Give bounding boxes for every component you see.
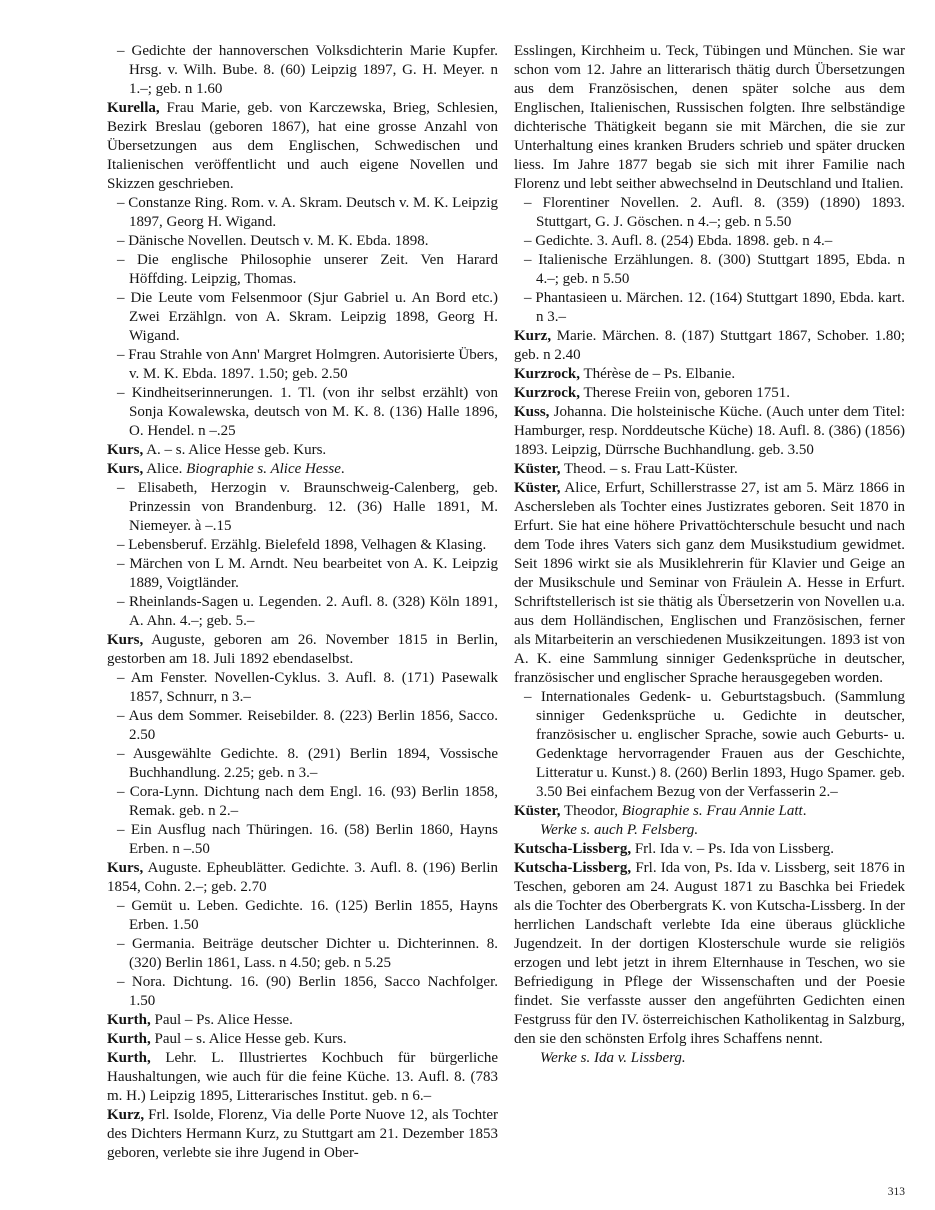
paragraph-item bbox=[107, 783, 498, 821]
entry-headword: Kurs, bbox=[107, 860, 144, 876]
column-left bbox=[107, 42, 498, 1163]
entry-headword: Küster, bbox=[514, 480, 561, 496]
text-run: – Internationales Gedenk- u. Geburtstagsbuch. (Sammlung sinniger Gedenksprüche u. Gedichte in deutscher, französischer u. englischer Sprache, sowie auch Geburts- u. Gedenktage hervorragender Frauen aus der Geschichte, Litteratur u. Kunst.) 8. (260) Berlin 1893, Hugo Spamer. geb. 3.50 Bei einfachem Bezug von der Verfasserin 2.– bbox=[524, 689, 905, 800]
text-run: – Am Fenster. Novellen-Cyklus. 3. Aufl. 8. (171) Pasewalk 1857, Schnurr, n 3.– bbox=[117, 670, 498, 705]
text-run: Auguste, geboren am 26. November 1815 in Berlin, gestorben am 18. Juli 1892 ebendaselbst. bbox=[107, 632, 498, 667]
text-run: Frl. Isolde, Florenz, Via delle Porte Nuove 12, als Tochter des Dichters Hermann Kurz, zu Stuttgart am 21. Dezember 1853 geboren, verlebte sie ihre Jugend in Ober- bbox=[107, 1107, 498, 1161]
text-run: A. – s. Alice Hesse geb. Kurs. bbox=[143, 442, 327, 458]
text-run: – Dänische Novellen. Deutsch v. M. K. Ebda. 1898. bbox=[117, 233, 429, 249]
paragraph-item bbox=[107, 251, 498, 289]
text-run: – Ein Ausflug nach Thüringen. 16. (58) Berlin 1860, Hayns Erben. n –.50 bbox=[117, 822, 498, 857]
entry-headword: Küster, bbox=[514, 461, 561, 477]
paragraph-item bbox=[107, 346, 498, 384]
paragraph-item bbox=[107, 973, 498, 1011]
paragraph-entry bbox=[107, 441, 498, 460]
entry-headword: Kurzrock, bbox=[514, 366, 580, 382]
paragraph-entry bbox=[514, 42, 905, 194]
text-run: Werke s. Ida v. Lissberg. bbox=[540, 1050, 686, 1066]
text-run: – Constanze Ring. Rom. v. A. Skram. Deutsch v. M. K. Leipzig 1897, Georg H. Wigand. bbox=[117, 195, 498, 230]
text-run: – Germania. Beiträge deutscher Dichter u. Dichterinnen. 8. (320) Berlin 1861, Lass. n 4.50; geb. n 5.25 bbox=[117, 936, 498, 971]
paragraph-entry bbox=[514, 327, 905, 365]
paragraph-item bbox=[107, 821, 498, 859]
paragraph-item bbox=[107, 555, 498, 593]
entry-headword: Kutscha-Lissberg, bbox=[514, 841, 632, 857]
text-run: Esslingen, Kirchheim u. Teck, Tübingen und München. Sie war schon vom 12. Jahre an litterarisch thätig durch Übersetzungen aus dem Französischen, denen später solche aus dem Englischen, Italienischen, Russischen folgten. Ihre selbständige dichterische Thätigkeit begann sie mit Märchen, die sie zur Unterhaltung eines kranken Bruders schrieb und später drucken liess. Im Jahre 1877 begab sie sich mit ihrer Familie nach Florenz und lebt seither abwechselnd in Deutschland und Italien. bbox=[514, 43, 905, 192]
entry-headword: Kuss, bbox=[514, 404, 550, 420]
text-run: Thérèse de – Ps. Elbanie. bbox=[579, 366, 736, 382]
entry-headword: Kurz, bbox=[514, 328, 552, 344]
paragraph-item bbox=[514, 232, 905, 251]
text-run: Werke s. auch P. Felsberg. bbox=[540, 822, 699, 838]
text-run: – Cora-Lynn. Dichtung nach dem Engl. 16. (93) Berlin 1858, Remak. geb. n 2.– bbox=[117, 784, 498, 819]
paragraph-item bbox=[107, 707, 498, 745]
entry-headword: Kurs, bbox=[107, 461, 144, 477]
paragraph-entry bbox=[107, 1011, 498, 1030]
text-run: Alice, Erfurt, Schillerstrasse 27, ist am 5. März 1866 in Aschersleben als Tochter eines Justizrates geboren. Seit 1870 in Erfurt. Sie hat eine höhere Privattöchterschule besucht und nach dem Tode ihres Vaters sich ganz dem Musikstudium gewidmet. Seit 1896 wirkt sie als Musiklehrerin für Klavier und Geige an der Musikschule und Seminar von Fräulein A. Hesse in Erfurt. Schriftstellerisch ist sie thätig als Übersetzerin von Novellen u.a. aus dem Holländischen, Englischen und Französischen, ferner als Mitarbeiterin an verschiedenen Musikzeitungen. 1893 ist von A. K. eine Sammlung sinniger Gedenksprüche in deutscher, französischer und englischer Sprache herausgegeben worden. bbox=[514, 480, 905, 686]
entry-headword: Kurth, bbox=[107, 1031, 151, 1047]
paragraph-entry bbox=[514, 365, 905, 384]
entry-headword: Kutscha-Lissberg, bbox=[514, 860, 632, 876]
text-run: Lehr. L. Illustriertes Kochbuch für bürgerliche Haushaltungen, wie auch für die feine Küche. 13. Aufl. 8. (783 m. H.) Leipzig 1895, Litterarisches Institut. geb. n 6.– bbox=[107, 1050, 498, 1104]
entry-headword: Kurth, bbox=[107, 1050, 151, 1066]
paragraph-note bbox=[514, 821, 905, 840]
text-run: – Die Leute vom Felsenmoor (Sjur Gabriel u. An Bord etc.) Zwei Erzählgn. von A. Skram. Leipzig 1898, Georg H. Wigand. bbox=[117, 290, 498, 344]
text-run: – Rheinlands-Sagen u. Legenden. 2. Aufl. 8. (328) Köln 1891, A. Ahn. 4.–; geb. 5.– bbox=[117, 594, 498, 629]
text-run: – Florentiner Novellen. 2. Aufl. 8. (359) (1890) 1893. Stuttgart, G. J. Göschen. n 4.–; geb. n 5.50 bbox=[524, 195, 905, 230]
paragraph-item bbox=[514, 688, 905, 802]
text-run: – Gedichte der hannoverschen Volksdichterin Marie Kupfer. Hrsg. v. Wilh. Bube. 8. (60) Leipzig 1897, G. H. Meyer. n 1.–; geb. n 1.60 bbox=[117, 43, 498, 97]
paragraph-entry bbox=[107, 1049, 498, 1106]
text-run: – Gedichte. 3. Aufl. 8. (254) Ebda. 1898. geb. n 4.– bbox=[524, 233, 833, 249]
text-run: Johanna. Die holsteinische Küche. (Auch unter dem Titel: Hamburger, resp. Norddeutsche Küche) 18. Aufl. 8. (386) (1856) 1893. Leipzig, Dürrsche Buchhandlung. geb. 3.50 bbox=[514, 404, 905, 458]
text-run: Frl. Ida von, Ps. Ida v. Lissberg, seit 1876 in Teschen, geboren am 24. August 1871 zu Baschka bei Friedek als die Tochter des Oberbergrats K. von Kutscha-Lissberg. In der herrlichen Landschaft verlebte Ida eine überaus glückliche Jugendzeit. In der dortigen Klosterschule wurde sie religiös erzogen und lebt jetzt in ihrem Elternhause in Teschen, wo sie Befriedigung in Pflege der Wissenschaften und der Poesie findet. Sie verfasste ausser den angeführten Gedichten einen Festgruss für den IV. österreichischen Katholikentag in Salzburg, den sie den schönsten Erfolg ihres Schaffens nennt. bbox=[514, 860, 905, 1047]
paragraph-entry bbox=[514, 479, 905, 688]
text-run: – Ausgewählte Gedichte. 8. (291) Berlin 1894, Vossische Buchhandlung. 2.25; geb. n 3.– bbox=[117, 746, 498, 781]
entry-headword: Kurs, bbox=[107, 632, 144, 648]
page-number: 313 bbox=[887, 1186, 905, 1198]
text-run: . bbox=[340, 461, 345, 477]
entry-headword: Kurth, bbox=[107, 1012, 151, 1028]
text-run: – Nora. Dichtung. 16. (90) Berlin 1856, Sacco Nachfolger. 1.50 bbox=[117, 974, 498, 1009]
paragraph-item bbox=[107, 669, 498, 707]
paragraph-entry bbox=[514, 460, 905, 479]
paragraph-item bbox=[107, 536, 498, 555]
paragraph-entry bbox=[107, 99, 498, 194]
text-run: – Märchen von L M. Arndt. Neu bearbeitet von A. K. Leipzig 1889, Voigtländer. bbox=[117, 556, 498, 591]
text-run: Paul – Ps. Alice Hesse. bbox=[150, 1012, 293, 1028]
paragraph-item bbox=[107, 42, 498, 99]
text-run: – Die englische Philosophie unserer Zeit. Ven Harard Höffding. Leipzig, Thomas. bbox=[117, 252, 498, 287]
text-run: Auguste. Epheublätter. Gedichte. 3. Aufl. 8. (196) Berlin 1854, Cohn. 2.–; geb. 2.70 bbox=[107, 860, 498, 895]
paragraph-item bbox=[107, 479, 498, 536]
paragraph-entry bbox=[514, 802, 905, 821]
text-run: – Aus dem Sommer. Reisebilder. 8. (223) Berlin 1856, Sacco. 2.50 bbox=[117, 708, 498, 743]
text-run: Therese Freiin von, geboren 1751. bbox=[579, 385, 791, 401]
paragraph-entry bbox=[107, 460, 498, 479]
paragraph-item bbox=[514, 251, 905, 289]
paragraph-item bbox=[107, 384, 498, 441]
paragraph-item bbox=[514, 289, 905, 327]
text-run: Frl. Ida v. – Ps. Ida von Lissberg. bbox=[631, 841, 834, 857]
paragraph-entry bbox=[514, 840, 905, 859]
text-run: Alice. bbox=[143, 461, 187, 477]
paragraph-entry bbox=[107, 859, 498, 897]
text-run: Biographie s. Alice Hesse bbox=[186, 461, 341, 477]
entry-headword: Kurs, bbox=[107, 442, 144, 458]
paragraph-entry bbox=[107, 1106, 498, 1163]
text-run: Biographie s. Frau Annie Latt bbox=[621, 803, 803, 819]
paragraph-item bbox=[107, 194, 498, 232]
entry-headword: Kurz, bbox=[107, 1107, 145, 1123]
paragraph-entry bbox=[107, 631, 498, 669]
paragraph-item bbox=[107, 935, 498, 973]
entry-headword: Küster, bbox=[514, 803, 561, 819]
text-run: Frau Marie, geb. von Karczewska, Brieg, Schlesien, Bezirk Breslau (geboren 1867), hat eine grosse Anzahl von Übersetzungen aus dem Englischen, Schwedischen und Italienischen veröffentlicht und auch eigene Novellen und Skizzen geschrieben. bbox=[107, 100, 498, 192]
text-run: – Italienische Erzählungen. 8. (300) Stuttgart 1895, Ebda. n 4.–; geb. n 5.50 bbox=[524, 252, 905, 287]
text-run: – Kindheitserinnerungen. 1. Tl. (von ihr selbst erzählt) von Sonja Kowalewska, deutsch von M. K. 8. (136) Halle 1896, O. Hendel. n –.25 bbox=[117, 385, 498, 439]
text-run: – Phantasieen u. Märchen. 12. (164) Stuttgart 1890, Ebda. kart. n 3.– bbox=[524, 290, 905, 325]
text-run: – Elisabeth, Herzogin v. Braunschweig-Calenberg, geb. Prinzessin von Brandenburg. 12. (36) Halle 1891, M. Niemeyer. à –.15 bbox=[117, 480, 498, 534]
paragraph-item bbox=[107, 289, 498, 346]
paragraph-item bbox=[107, 232, 498, 251]
entry-headword: Kurella, bbox=[107, 100, 160, 116]
text-run: – Lebensberuf. Erzählg. Bielefeld 1898, Velhagen & Klasing. bbox=[117, 537, 487, 553]
paragraph-item bbox=[107, 897, 498, 935]
entry-headword: Kurzrock, bbox=[514, 385, 580, 401]
text-run: – Gemüt u. Leben. Gedichte. 16. (125) Berlin 1855, Hayns Erben. 1.50 bbox=[117, 898, 498, 933]
paragraph-note bbox=[514, 1049, 905, 1068]
text-run: Theodor, bbox=[560, 803, 622, 819]
column-right bbox=[514, 42, 905, 1068]
paragraph-entry bbox=[514, 859, 905, 1049]
paragraph-item bbox=[107, 745, 498, 783]
text-run: . bbox=[802, 803, 807, 819]
paragraph-entry bbox=[107, 1030, 498, 1049]
paragraph-item bbox=[107, 593, 498, 631]
paragraph-item bbox=[514, 194, 905, 232]
paragraph-entry bbox=[514, 384, 905, 403]
text-run: Theod. – s. Frau Latt-Küster. bbox=[560, 461, 738, 477]
text-run: Paul – s. Alice Hesse geb. Kurs. bbox=[150, 1031, 347, 1047]
paragraph-entry bbox=[514, 403, 905, 460]
text-run: – Frau Strahle von Ann' Margret Holmgren. Autorisierte Übers, v. M. K. Ebda. 1897. 1.50; geb. 2.50 bbox=[117, 347, 498, 382]
text-run: Marie. Märchen. 8. (187) Stuttgart 1867, Schober. 1.80; geb. n 2.40 bbox=[514, 328, 905, 363]
